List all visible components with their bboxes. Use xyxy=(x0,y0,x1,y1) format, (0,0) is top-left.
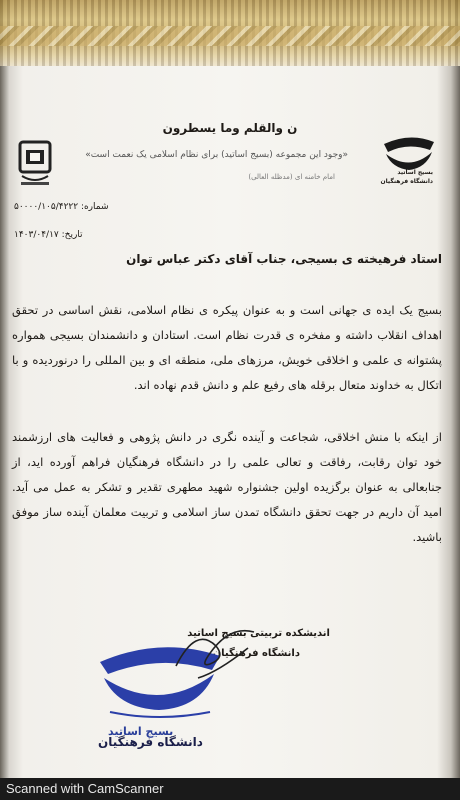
stamp-label: بسیج اساتید xyxy=(108,725,174,738)
body-paragraph-1: بسیج یک ایده ی جهانی است و به عنوان پیکره ی نظام اسلامی، نقش اساسی در تحقق اهداف انقلاب داشته و مفخره ی قدرت نظام است. استادان و دانشمندان بسیجی همواره پشتوانه ی علمی و اخلاقی خویش، مرزهای ملی، منطقه ای و بین المللی را درنوردیده و با اتکال به خداوند متعال برقله های رفیع علم و دانش قدم نهاده اند. xyxy=(12,303,442,392)
university-emblem-icon xyxy=(16,138,54,194)
signatory-university: دانشگاه فرهنگیان xyxy=(212,648,300,659)
stamp-label-university: دانشگاه فرهنگیان xyxy=(98,735,203,749)
signatory-institute: اندیشکده تربیتی بسیج اساتید xyxy=(187,628,330,639)
opening-verse: ن والقلم وما یسطرون xyxy=(162,121,298,135)
quote-attribution: امام خامنه ای (مدظله العالی) xyxy=(248,173,335,181)
letter-date: تاریخ: ۱۴۰۳/۰۴/۱۷ xyxy=(14,230,83,240)
body-paragraph-2: از اینکه با منش اخلاقی، شجاعت و آینده نگری در دانش پژوهی و فعالیت های ارزشمند خود توان رقابت، رفاقت و تعالی علمی را در دانشگاه فرهنگیان فراهم آورده اید، از جنابعالی به عنوان برگزیده اولین جشنواره شهید مطهری تقدیر و تشکر به عمل می آید. امید آن داریم در جهت تحقق دانشگاه تمدن ساز اسلامی و تربیت معلمان آینده ساز موفق باشید. xyxy=(12,430,442,544)
logo-label-university: دانشگاه فرهنگیان xyxy=(380,178,433,185)
handwritten-signature-icon xyxy=(168,618,268,688)
logo-label: بسیج اساتید xyxy=(397,169,433,176)
letter-number: شماره: ۵۰۰۰۰/۱۰۵/۴۲۲۲ xyxy=(14,202,109,212)
quote-line: «وجود این مجموعه (بسیج اساتید) برای نظام اسلامی یک نعمت است» xyxy=(85,150,348,160)
scanner-watermark: Scanned with CamScanner xyxy=(0,778,460,800)
recipient-heading: استاد فرهیخته ی بسیجی، جناب آقای دکتر عباس توان xyxy=(126,252,442,266)
